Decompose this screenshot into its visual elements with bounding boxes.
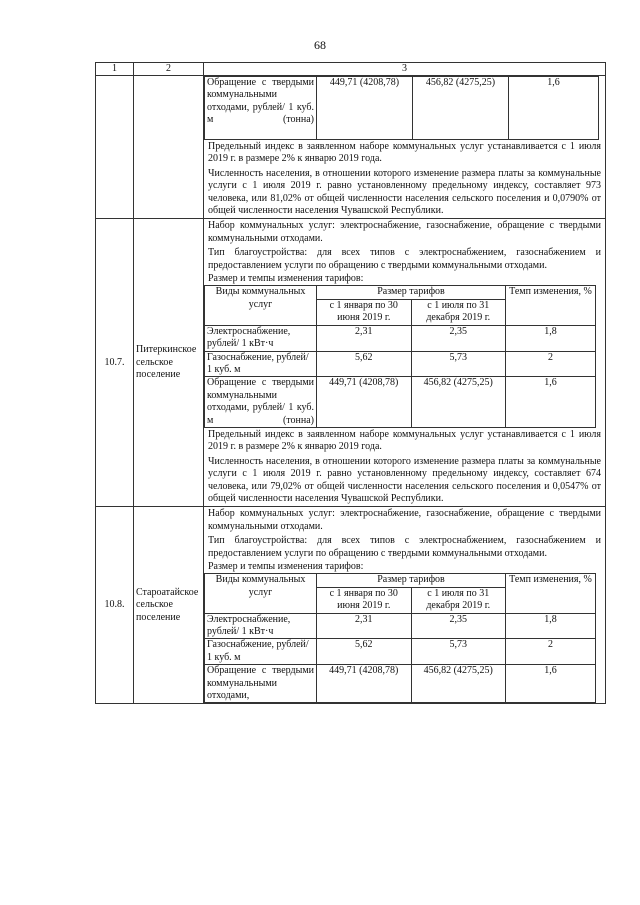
header-tariff-size: Размер тарифов	[317, 286, 506, 299]
tariff-value-second-half: 5,73	[411, 351, 506, 377]
tariff-row	[205, 377, 596, 428]
limit-index-text: Предельный индекс в заявленном наборе коммунальных услуг устанавливается с 1 июля 2019 г. в размере 2% к январю 2019 года.	[208, 141, 601, 165]
column-number-1: 1	[96, 63, 134, 76]
tariff-intro-text: Размер и темпы изменения тарифов:	[208, 561, 364, 572]
settlement-content	[204, 507, 606, 704]
tariff-row	[205, 613, 596, 639]
tariff-change-rate: 1,8	[506, 325, 596, 351]
tariff-service-name: Обращение с твердыми коммунальными отходами, рублей/ 1 куб. м (тонна)	[205, 377, 317, 428]
tariff-intro-text: Размер и темпы изменения тарифов:	[208, 273, 364, 285]
population-text: Численность населения, в отношении которого изменение размера платы за коммунальные услуги с 1 июля 2019 г. равно установленному предельному индексу, составляет 973 человека, или 81,02% от общей численности населения сельского поселения и 0,0790% от общей численности населения Чувашской Республики.	[208, 167, 601, 217]
service-set-text: Набор коммунальных услуг: электроснабжение, газоснабжение, обращение с твердыми коммунальными отходами.	[208, 220, 601, 244]
tariff-table	[204, 285, 596, 427]
header-period-first: с 1 января по 30 июня 2019 г.	[317, 299, 412, 325]
tariff-value-first-half: 5,62	[317, 639, 412, 665]
continued-num-cell	[96, 76, 134, 219]
page-number: 68	[314, 38, 326, 52]
tariff-header-row	[205, 286, 596, 299]
tariff-value-second-half: 456,82 (4275,25)	[411, 377, 506, 428]
settlement-name: Питеркинское сельское поселение	[134, 219, 204, 507]
header-service-kinds: Виды коммунальных услуг	[205, 286, 317, 325]
tariff-row	[205, 639, 596, 665]
tariff-value-first-half: 449,71 (4208,78)	[317, 77, 413, 140]
tariff-service-name: Электроснабжение, рублей/ 1 кВт·ч	[205, 613, 317, 639]
tariff-table	[204, 573, 596, 703]
tariff-service-name: Обращение с твердыми коммунальными отходами, рублей/ 1 куб. м (тонна)	[205, 77, 317, 140]
limit-index-text: Предельный индекс в заявленном наборе коммунальных услуг устанавливается с 1 июля 2019 г. в размере 2% к январю 2019 года.	[208, 428, 601, 453]
document-table-wrapper	[95, 62, 606, 704]
tariff-value-first-half: 449,71 (4208,78)	[317, 377, 412, 428]
tariff-change-rate: 1,6	[506, 665, 596, 703]
tariff-change-rate: 2	[506, 639, 596, 665]
settlement-row	[96, 219, 606, 507]
tariff-value-second-half: 5,73	[411, 639, 506, 665]
tariff-row	[205, 665, 596, 703]
tariff-value-second-half: 456,82 (4275,25)	[413, 77, 509, 140]
column-number-2: 2	[134, 63, 204, 76]
tariff-service-name: Обращение с твердыми коммунальными отходами,	[205, 665, 317, 703]
tariff-service-name: Электроснабжение, рублей/ 1 кВт·ч	[205, 325, 317, 351]
row-number: 10.7.	[96, 219, 134, 507]
header-period-second: с 1 июля по 31 декабря 2019 г.	[411, 299, 506, 325]
continued-row	[96, 76, 606, 219]
tariff-row	[205, 351, 596, 377]
settlement-name: Староатайское сельское поселение	[134, 507, 204, 704]
column-number-3: 3	[204, 63, 606, 76]
tariff-service-name: Газоснабжение, рублей/ 1 куб. м	[205, 351, 317, 377]
population-text: Численность населения, в отношении которого изменение размера платы за коммунальные услуги с 1 июля 2019 г. равно установленному предельному индексу, составляет 674 человека, или 79,02% от общей численности населения сельского поселения и 0,0547% от общей численности населения Чувашской Республики.	[208, 455, 601, 504]
tariff-value-first-half: 2,31	[317, 325, 412, 351]
tariff-row	[205, 77, 599, 140]
header-period-second: с 1 июля по 31 декабря 2019 г.	[411, 587, 506, 613]
header-tariff-size: Размер тарифов	[317, 574, 506, 587]
header-change-rate: Темп изменения, %	[506, 574, 596, 613]
tariff-change-rate: 1,8	[506, 613, 596, 639]
tariff-value-first-half: 5,62	[317, 351, 412, 377]
row-number: 10.8.	[96, 507, 134, 704]
settlement-row	[96, 507, 606, 704]
header-change-rate: Темп изменения, %	[506, 286, 596, 325]
continued-content-cell	[204, 76, 606, 219]
tariff-row	[205, 325, 596, 351]
header-period-first: с 1 января по 30 июня 2019 г.	[317, 587, 412, 613]
tariff-change-rate: 1,6	[506, 377, 596, 428]
tariff-service-name: Газоснабжение, рублей/ 1 куб. м	[205, 639, 317, 665]
tariff-value-second-half: 2,35	[411, 613, 506, 639]
tariff-header-row	[205, 574, 596, 587]
improvement-type-text: Тип благоустройства: для всех типов с электроснабжением, газоснабжением и предоставлением услуги по обращению с твердыми коммунальными отходами.	[208, 247, 601, 271]
tariff-value-first-half: 449,71 (4208,78)	[317, 665, 412, 703]
tariff-value-second-half: 456,82 (4275,25)	[411, 665, 506, 703]
settlement-content	[204, 219, 606, 507]
service-set-text: Набор коммунальных услуг: электроснабжение, газоснабжение, обращение с твердыми коммунальными отходами.	[208, 508, 601, 532]
improvement-type-text: Тип благоустройства: для всех типов с электроснабжением, газоснабжением и предоставлением услуги по обращению с твердыми коммунальными отходами.	[208, 535, 601, 559]
tariff-change-rate: 2	[506, 351, 596, 377]
document-table	[95, 62, 606, 704]
tariff-value-second-half: 2,35	[411, 325, 506, 351]
continued-name-cell	[134, 76, 204, 219]
header-service-kinds: Виды коммунальных услуг	[205, 574, 317, 613]
tariff-change-rate: 1,6	[509, 77, 599, 140]
tariff-value-first-half: 2,31	[317, 613, 412, 639]
tariff-table-continued	[204, 76, 599, 140]
column-number-row	[96, 63, 606, 76]
